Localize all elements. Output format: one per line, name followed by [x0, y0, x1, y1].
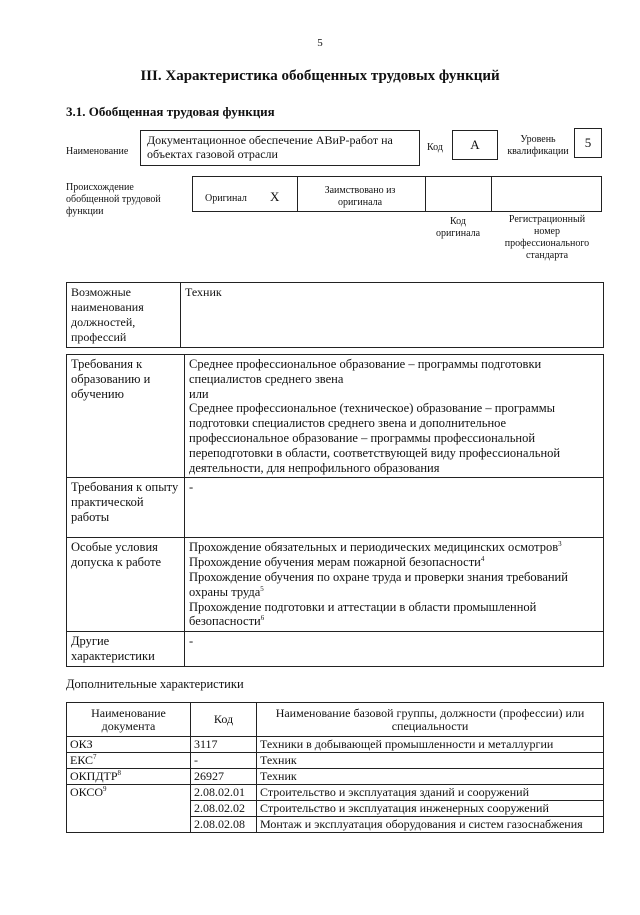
subsection-title: 3.1. Обобщенная трудовая функция — [66, 104, 275, 119]
original-mark: Х — [270, 189, 280, 204]
footnote-ref: 7 — [93, 753, 97, 761]
row-doc: ОКЗ — [70, 737, 93, 751]
footnote-ref: 5 — [260, 584, 264, 593]
requirements-table — [66, 354, 604, 667]
admission-line: Прохождение обучения мерам пожарной безопасности$^4$ — [189, 555, 485, 570]
positions-table — [66, 282, 604, 348]
row-doc: ЕКС — [70, 753, 94, 767]
table-row — [67, 785, 604, 801]
row-name: Техники в добывающей промышленности и металлургии — [257, 737, 604, 753]
row-name: Техник — [257, 769, 604, 785]
positions-value: Техник — [181, 283, 604, 348]
code-box — [452, 130, 498, 160]
additional-table — [66, 702, 604, 833]
education-label: Требования к образованию и обучению — [67, 355, 185, 478]
function-name-value: Документационное обеспечение АВиР-работ на объектах газовой отрасли — [147, 133, 393, 161]
row-code: 2.08.02.01 — [191, 785, 257, 801]
divider — [297, 176, 298, 212]
footnote-ref: 4 — [480, 555, 485, 564]
table-row — [67, 737, 604, 753]
footnote-ref: 3 — [558, 540, 562, 549]
level-value: 5 — [584, 135, 592, 150]
divider — [425, 176, 426, 212]
original-label: Оригинал — [205, 193, 247, 204]
row-code: 3117 — [191, 737, 257, 753]
additional-title: Дополнительные характеристики — [66, 677, 244, 691]
header-name: Наименование базовой группы, должности (профессии) или специальности — [257, 703, 604, 737]
table-row — [67, 753, 604, 769]
level-box — [574, 128, 602, 158]
code-label: Код — [427, 142, 443, 153]
row-code: - — [191, 753, 257, 769]
code-value: А — [470, 137, 480, 152]
row-code: 26927 — [191, 769, 257, 785]
level-label: Уровень квалификации — [507, 134, 569, 157]
education-line: Среднее профессиональное образование – программы подготовки специалистов среднего звена — [189, 357, 542, 386]
other-label: Другие характеристики — [67, 632, 185, 667]
function-name-box — [140, 130, 420, 166]
experience-label: Требования к опыту практической работы — [67, 478, 185, 538]
row-doc: ОКСО — [70, 785, 104, 799]
reg-number-label: Регистрационный номер профессионального стандарта — [504, 214, 590, 261]
footnote-ref: 6 — [260, 614, 265, 623]
row-doc: ОКПДТР — [70, 769, 118, 783]
positions-label: Возможные наименования должностей, профессий — [67, 283, 181, 348]
footnote-ref: 8 — [117, 769, 122, 777]
row-name: Строительство и эксплуатация инженерных сооружений — [257, 801, 604, 817]
education-line: Среднее профессиональное (техническое) образование – программы подготовки специалистов среднего звена и дополнительное профессиональное образование – программы профессиональной переподготовки в области, соответствующей виду профессиональной деятельности, для непрофильного образования — [189, 401, 561, 475]
row-code: 2.08.02.02 — [191, 801, 257, 817]
page-number: 5 — [317, 37, 323, 49]
borrowed-label: Заимствовано из оригинала — [324, 185, 396, 208]
admission-label: Особые условия допуска к работе — [67, 538, 185, 632]
row-name: Техник — [257, 753, 604, 769]
education-line: или — [189, 386, 209, 401]
other-value: - — [185, 632, 604, 667]
admission-line: Прохождение подготовки и аттестации в области промышленной безопасности$^6$ — [189, 599, 537, 629]
experience-value: - — [185, 478, 604, 538]
section-title: III. Характеристика обобщенных трудовых функций — [140, 68, 500, 84]
row-code: 2.08.02.08 — [191, 817, 257, 833]
divider — [491, 176, 492, 212]
footnote-ref: 9 — [103, 785, 107, 793]
origin-label: Происхождение обобщенной трудовой функции — [66, 182, 161, 217]
admission-line: Прохождение обязательных и периодических медицинских осмотров$^3$ — [189, 540, 562, 555]
origin-box — [192, 176, 602, 212]
row-name: Монтаж и эксплуатация оборудования и систем газоснабжения — [257, 817, 604, 833]
row-name: Строительство и эксплуатация зданий и сооружений — [257, 785, 604, 801]
header-code: Код — [191, 703, 257, 737]
name-label: Наименование — [66, 146, 129, 157]
table-row — [67, 769, 604, 785]
code-original-label: Код оригинала — [435, 216, 481, 239]
header-document: Наименование документа — [67, 703, 191, 737]
admission-line: Прохождение обучения по охране труда и проверки знания требований охраны труда$^5$ — [189, 569, 568, 599]
